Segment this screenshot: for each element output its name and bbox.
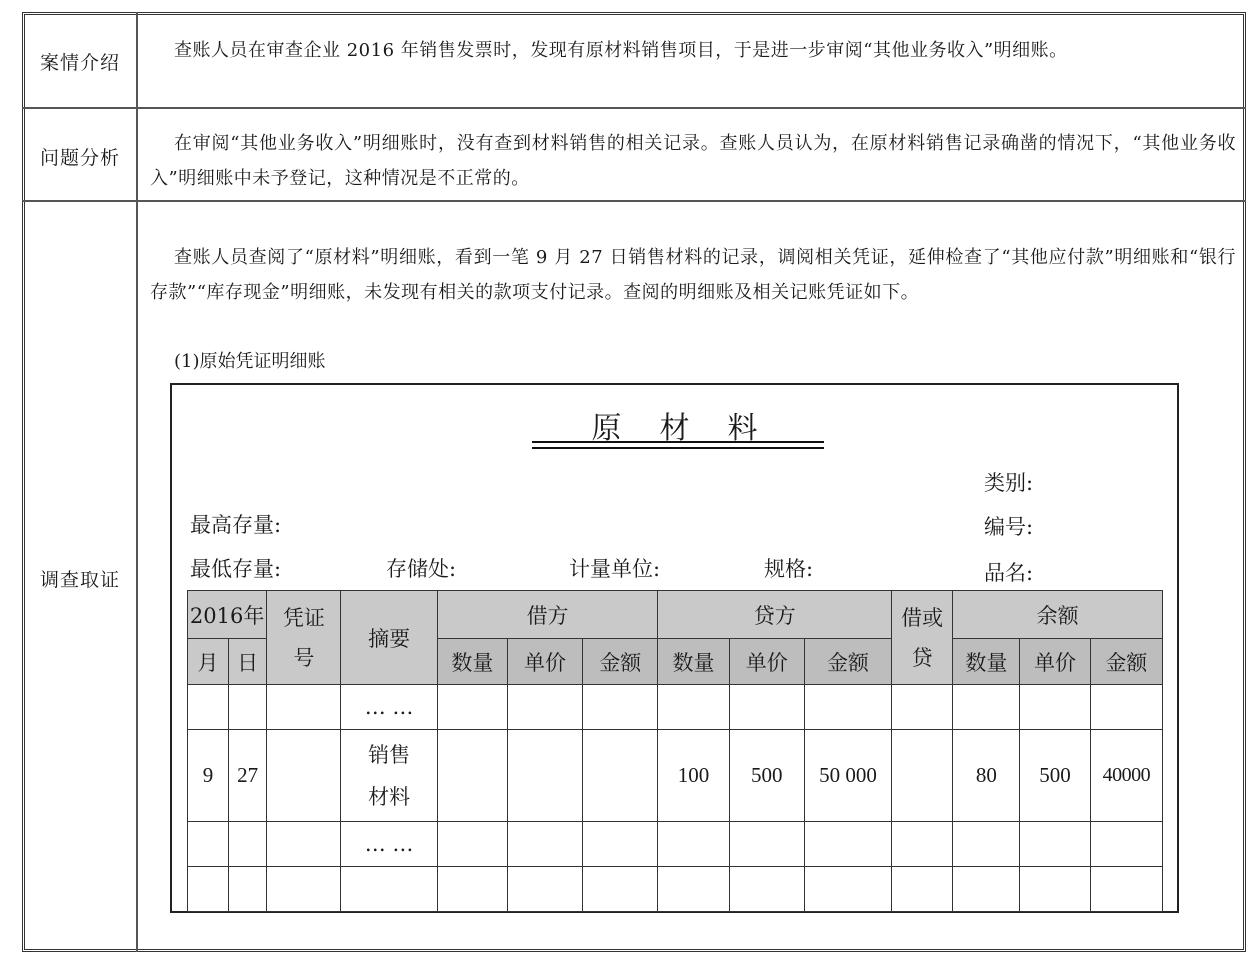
spec-field: 规格: xyxy=(764,557,814,581)
label-column-divider xyxy=(136,12,138,952)
row-divider-2 xyxy=(22,200,1246,202)
row-divider-1 xyxy=(22,107,1246,109)
problem-analysis-label: 问题分析 xyxy=(39,147,120,169)
case-intro-text: 查账人员在审查企业 2016 年销售发票时，发现有原材料销售项目，于是进一步审阅“其他业务收入”明细账。 xyxy=(174,40,1068,61)
table-row xyxy=(188,685,1163,730)
header-credit-qty: 数量 xyxy=(658,639,729,685)
ledger-title: 原材料 xyxy=(591,411,796,446)
table-row xyxy=(188,822,1163,867)
header-credit-amount: 金额 xyxy=(804,639,891,685)
header-dr-cr: 借或贷 xyxy=(892,591,953,685)
category-field: 类别: xyxy=(984,471,1034,495)
header-month: 月 xyxy=(188,639,229,685)
investigation-label: 调查取证 xyxy=(39,569,120,591)
balance-amount-cell: 40000 xyxy=(1090,730,1162,822)
header-voucher: 凭证号 xyxy=(267,591,341,685)
header-summary: 摘要 xyxy=(341,591,437,685)
day-cell: 27 xyxy=(229,730,267,822)
ledger-card xyxy=(170,383,1179,913)
header-balance: 余额 xyxy=(953,591,1163,639)
header-day: 日 xyxy=(229,639,267,685)
balance-qty-cell: 80 xyxy=(953,730,1020,822)
ledger-table xyxy=(187,590,1163,912)
max-stock-field: 最高存量: xyxy=(190,513,282,537)
header-balance-price: 单价 xyxy=(1020,639,1090,685)
title-underline xyxy=(532,441,824,443)
header-debit: 借方 xyxy=(437,591,658,639)
product-name-field: 品名: xyxy=(984,561,1034,585)
credit-qty-cell: 100 xyxy=(658,730,729,822)
header-balance-amount: 金额 xyxy=(1090,639,1162,685)
investigation-text: 查账人员查阅了“原材料”明细账，看到一笔 9 月 27 日销售材料的记录，调阅相关凭证，延伸检查了“其他应付款”明细账和“银行存款”“库存现金”明细账，未发现有相关的款项支付记录。查阅的明细账及相关记账凭证如下。 xyxy=(150,247,1236,303)
code-field: 编号: xyxy=(984,515,1034,539)
header-credit-price: 单价 xyxy=(729,639,804,685)
header-debit-amount: 金额 xyxy=(583,639,658,685)
sub-heading: (1)原始凭证明细账 xyxy=(174,351,326,372)
table-row xyxy=(188,867,1163,912)
min-stock-field: 最低存量: xyxy=(190,557,282,581)
credit-price-cell: 500 xyxy=(729,730,804,822)
balance-price-cell: 500 xyxy=(1020,730,1090,822)
header-balance-qty: 数量 xyxy=(953,639,1020,685)
case-intro-label: 案情介绍 xyxy=(39,52,120,74)
header-debit-price: 单价 xyxy=(507,639,582,685)
header-credit: 贷方 xyxy=(658,591,892,639)
summary-cell: … … xyxy=(341,685,437,730)
header-debit-qty: 数量 xyxy=(437,639,507,685)
title-underline-2 xyxy=(532,447,824,449)
problem-analysis-text: 在审阅“其他业务收入”明细账时，没有查到材料销售的相关记录。查账人员认为，在原材料销售记录确凿的情况下，“其他业务收入”明细账中未予登记，这种情况是不正常的。 xyxy=(150,133,1236,189)
storage-field: 存储处: xyxy=(386,557,457,581)
summary-cell: 销售 材料 xyxy=(341,730,437,822)
unit-field: 计量单位: xyxy=(569,557,661,581)
table-row xyxy=(188,730,1163,822)
header-year: 2016年 xyxy=(188,591,267,639)
summary-cell: … … xyxy=(341,822,437,867)
credit-amount-cell: 50 000 xyxy=(804,730,891,822)
month-cell: 9 xyxy=(188,730,229,822)
